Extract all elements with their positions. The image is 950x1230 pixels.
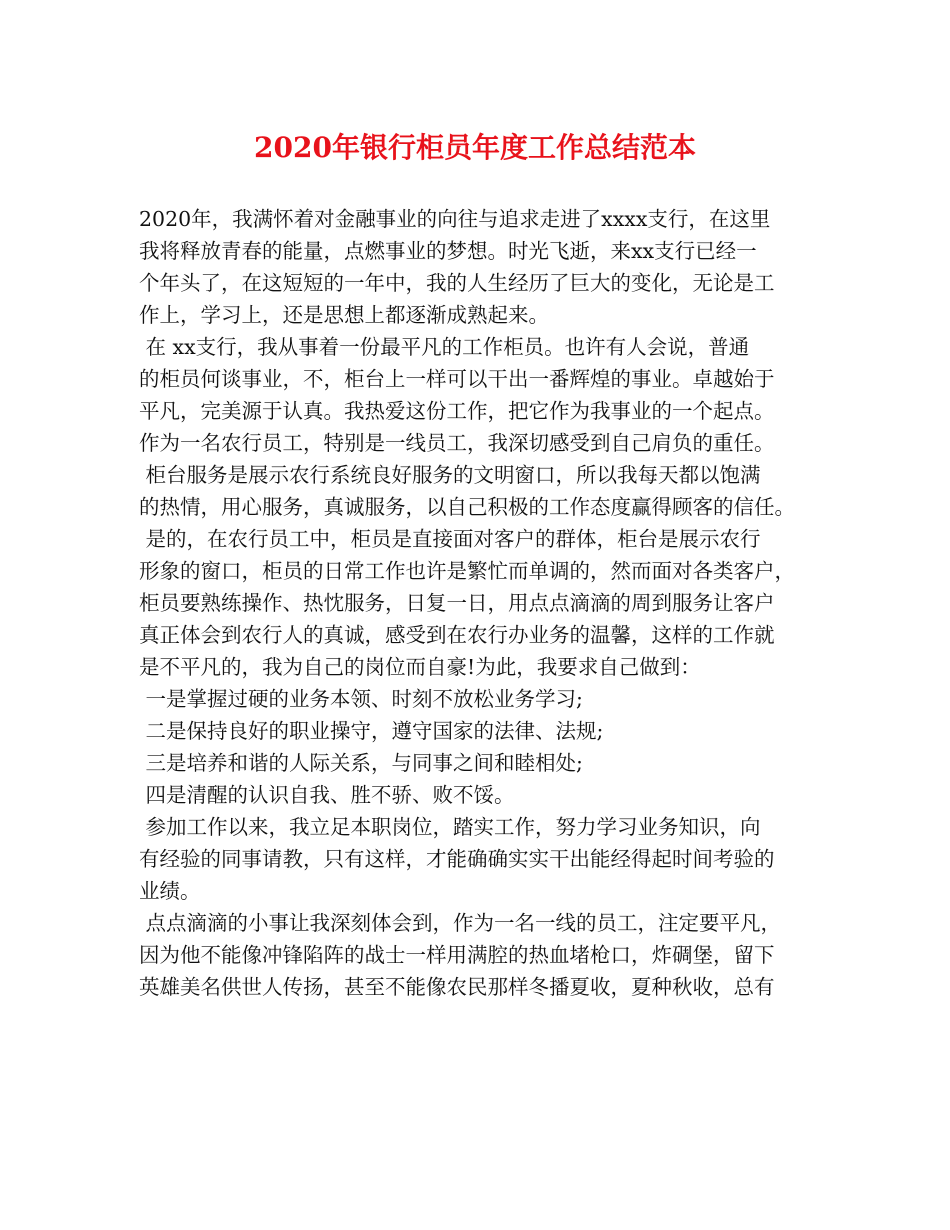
body-line: 是的，在农行员工中，柜员是直接面对客户的群体，柜台是展示农行	[139, 527, 761, 551]
body-line: 我将释放青春的能量，点燃事业的梦想。时光飞逝，来xx支行已经一	[139, 239, 757, 263]
body-line: 业绩。	[139, 879, 201, 903]
body-line: 点点滴滴的小事让我深刻体会到，作为一名一线的员工，注定要平凡，	[139, 911, 782, 935]
body-line: 的热情，用心服务，真诚服务，以自己积极的工作态度赢得顾客的信任。	[139, 495, 795, 519]
body-line: 英雄美名供世人传扬，甚至不能像农民那样冬播夏收，夏种秋收，总有	[139, 975, 775, 999]
body-line: 是不平凡的，我为自己的岗位而自豪!为此，我要求自己做到：	[139, 655, 701, 679]
body-line: 作上，学习上，还是思想上都逐渐成熟起来。	[139, 303, 549, 327]
body-line: 三是培养和谐的人际关系，与同事之间和睦相处;	[139, 751, 583, 775]
body-line: 个年头了，在这短短的一年中，我的人生经历了巨大的变化，无论是工	[139, 271, 775, 295]
body-line: 真正体会到农行人的真诚，感受到在农行办业务的温馨，这样的工作就	[139, 623, 775, 647]
body-line: 形象的窗口，柜员的日常工作也许是繁忙而单调的，然而面对各类客户，	[139, 559, 795, 583]
body-line: 作为一名农行员工，特别是一线员工，我深切感受到自己肩负的重任。	[139, 431, 775, 455]
body-line: 二是保持良好的职业操守，遵守国家的法律、法规;	[139, 719, 604, 743]
body-line: 柜台服务是展示农行系统良好服务的文明窗口，所以我每天都以饱满	[139, 463, 761, 487]
body-line: 四是清醒的认识自我、胜不骄、败不馁。	[139, 783, 515, 807]
body-line: 柜员要熟练操作、热忱服务，日复一日，用点点滴滴的周到服务让客户	[139, 591, 775, 615]
body-line: 一是掌握过硬的业务本领、时刻不放松业务学习;	[139, 687, 583, 711]
body-line: 平凡，完美源于认真。我热爱这份工作，把它作为我事业的一个起点。	[139, 399, 775, 423]
body-line: 有经验的同事请教，只有这样，才能确确实实干出能经得起时间考验的	[139, 847, 775, 871]
document-body	[139, 203, 829, 1003]
body-line: 2020年，我满怀着对金融事业的向往与追求走进了xxxx支行，在这里	[139, 207, 771, 231]
body-line: 参加工作以来，我立足本职岗位，踏实工作，努力学习业务知识，向	[139, 815, 761, 839]
body-line: 因为他不能像冲锋陷阵的战士一样用满腔的热血堵枪口，炸碉堡，留下	[139, 943, 775, 967]
document-title: 2020年银行柜员年度工作总结范本	[254, 131, 696, 164]
body-line: 的柜员何谈事业，不，柜台上一样可以干出一番辉煌的事业。卓越始于	[139, 367, 775, 391]
body-line: 在 xx支行，我从事着一份最平凡的工作柜员。也许有人会说，普通	[139, 335, 750, 359]
